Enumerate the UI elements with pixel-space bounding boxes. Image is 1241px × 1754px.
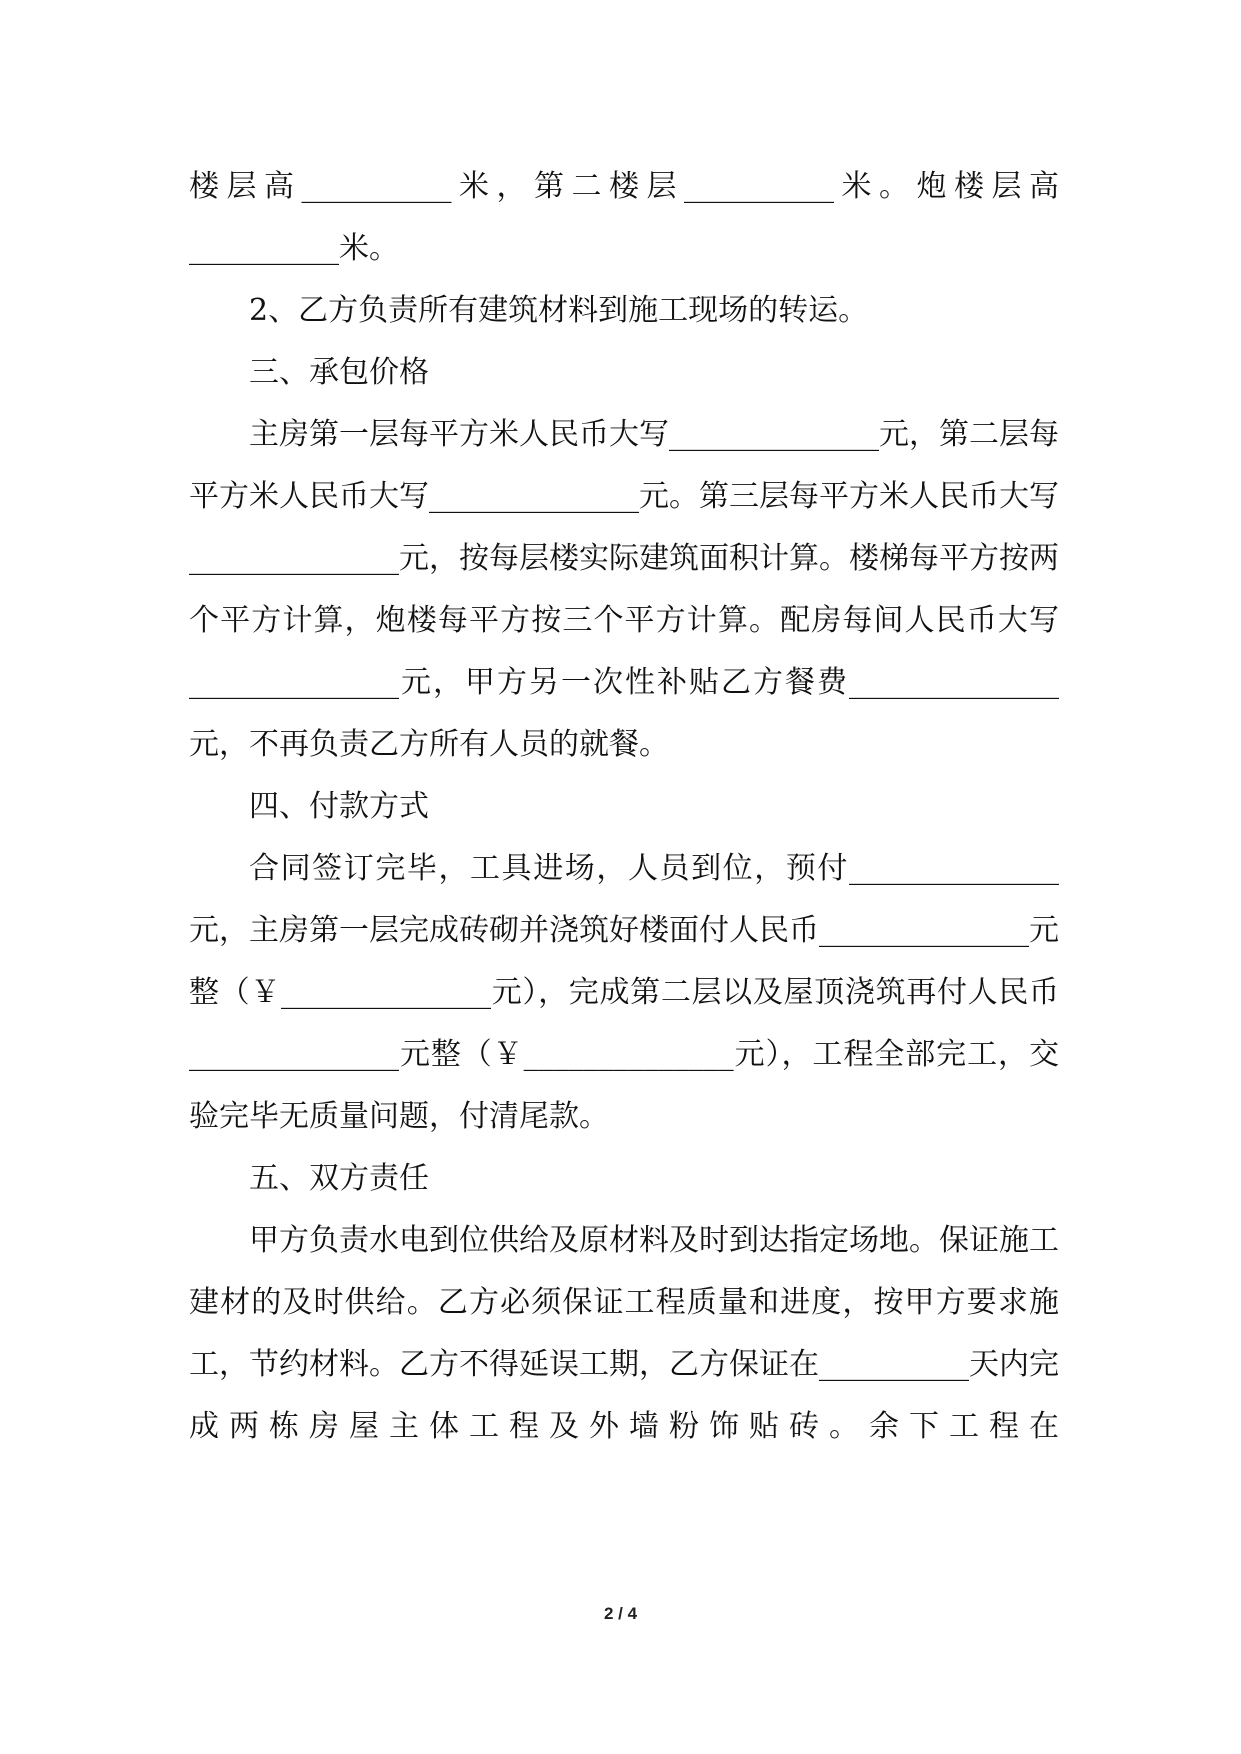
paragraph-material-transport: 2、乙方负责所有建筑材料到施工现场的转运。 xyxy=(249,293,869,328)
document-body xyxy=(189,156,1059,1458)
heading-contract-price: 三、承包价格 xyxy=(249,355,429,390)
paragraph-payment-method: 合同签订完毕，工具进场，人员到位，预付______________元，主房第一层完成砖砌并浇筑好楼面付人民币______________元整（￥______________元），完成第二层以及屋顶浇筑再付人民币______________元整（￥______________元），工程全部完工，交验完毕无质量问题，付清尾款。 xyxy=(189,851,1059,1134)
heading-payment-method: 四、付款方式 xyxy=(249,789,429,824)
page-number: 2 / 4 xyxy=(603,1604,638,1623)
paragraph-floor-heights: 楼层高__________米，第二楼层__________米。炮楼层高__________米。 xyxy=(189,169,1059,266)
heading-responsibilities: 五、双方责任 xyxy=(249,1161,429,1196)
paragraph-contract-price: 主房第一层每平方米人民币大写______________元，第二层每平方米人民币大写______________元。第三层每平方米人民币大写______________元，按每层楼实际建筑面积计算。楼梯每平方按两个平方计算，炮楼每平方按三个平方计算。配房每间人民币大写______________元，甲方另一次性补贴乙方餐费______________元，不再负责乙方所有人员的就餐。 xyxy=(189,417,1059,762)
paragraph-responsibilities: 甲方负责水电到位供给及原材料及时到达指定场地。保证施工建材的及时供给。乙方必须保证工程质量和进度，按甲方要求施工，节约材料。乙方不得延误工期，乙方保证在__________天内完成两栋房屋主体工程及外墙粉饰贴砖。余下工程在 xyxy=(189,1223,1059,1444)
